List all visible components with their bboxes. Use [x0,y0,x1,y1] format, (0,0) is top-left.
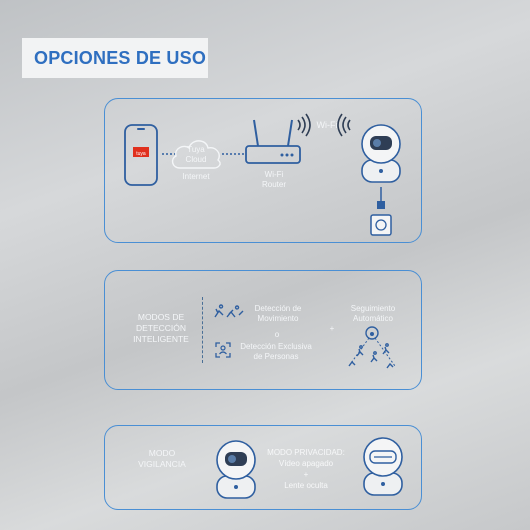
cloud-label: Tuya Cloud [185,145,207,164]
privacy-plus: + [303,470,309,479]
page-title: OPCIONES DE USO [34,48,207,68]
wifi-label: Wi-Fi [316,120,338,130]
privacy-line-video-off: Vídeo apagado [278,459,334,468]
tracking-label: Seguimiento Automático [350,304,396,323]
person-detection-icon [215,342,231,358]
surveillance-mode-label: MODO VIGILANCIA [138,448,186,469]
privacy-camera-icon [360,435,406,497]
auto-tracking-icon [343,326,401,372]
ptz-camera-icon [357,122,405,186]
detection-modes-label: MODOS DE DETECCIÓN INTELIGENTE [133,312,189,344]
power-outlet-icon [369,187,393,239]
running-person-icon [213,305,245,321]
ptz-camera-icon [212,438,260,500]
privacy-mode-title: MODO PRIVACIDAD: [267,448,345,457]
or-label: o [274,330,280,339]
section-divider [202,297,204,363]
motion-detection-label: Detección de Movimiento [254,304,302,323]
internet-label: Internet [182,172,210,181]
privacy-line-lens-hidden: Lente oculta [284,481,328,490]
link-line [222,153,244,155]
app-badge: tuya [136,151,146,157]
plus-label: + [329,324,335,333]
router-label: Wi-Fi Router [261,170,286,189]
person-detection-label: Detección Exclusiva de Personas [240,342,312,361]
